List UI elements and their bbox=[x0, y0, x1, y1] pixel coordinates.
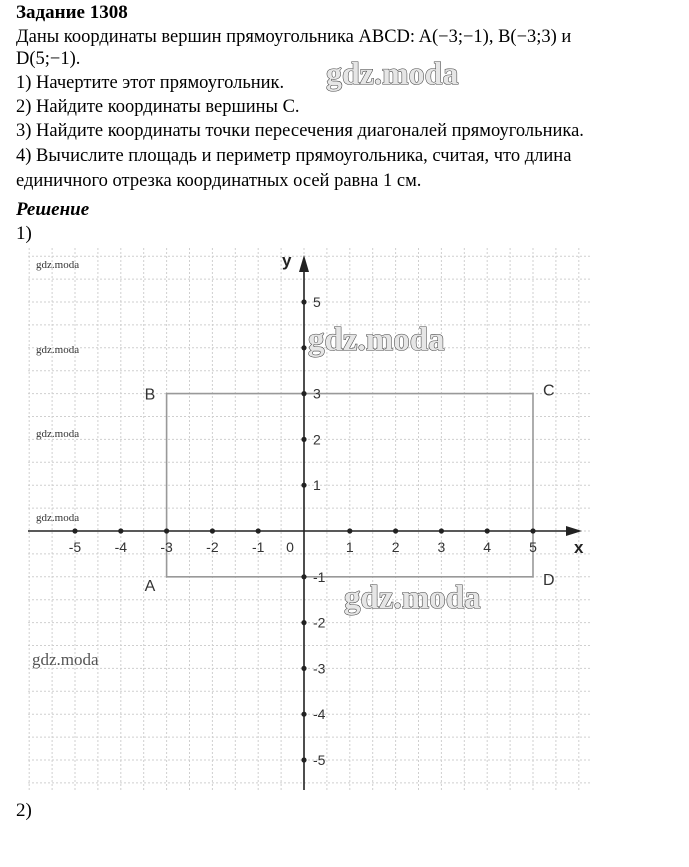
watermark-small: gdz.moda bbox=[36, 428, 80, 440]
x-tick-mark bbox=[485, 528, 490, 533]
vertex-label-a: A bbox=[144, 577, 156, 595]
watermark-small: gdz.moda bbox=[36, 512, 80, 524]
part-1-label: 1) bbox=[16, 223, 32, 244]
x-tick-label: 1 bbox=[345, 539, 354, 555]
vertex-label-c: C bbox=[543, 382, 555, 400]
y-axis-label: y bbox=[282, 251, 292, 270]
x-tick-mark bbox=[530, 528, 535, 533]
x-tick-label: 2 bbox=[391, 539, 400, 555]
task-line-5: 3) Найдите координаты точки пересечения диагоналей прямоугольника. bbox=[16, 121, 584, 141]
task-line-2: D(5;−1). bbox=[16, 49, 81, 69]
y-tick-mark bbox=[301, 483, 306, 488]
part-2-label: 2) bbox=[16, 800, 32, 821]
x-tick-mark bbox=[256, 528, 261, 533]
x-tick-label: 5 bbox=[529, 539, 537, 555]
y-tick-label: 5 bbox=[313, 294, 321, 310]
x-axis-arrow bbox=[566, 526, 582, 536]
y-axis-arrow bbox=[299, 255, 309, 272]
task-line-7: единичного отрезка координатных осей равна 1 см. bbox=[16, 171, 422, 191]
y-tick-label: 2 bbox=[313, 431, 321, 448]
y-tick-mark bbox=[301, 666, 306, 671]
y-tick-label: -2 bbox=[313, 614, 326, 631]
task-line-1: Даны координаты вершин прямоугольника ABCD: A(−3;−1), B(−3;3) и bbox=[16, 27, 572, 47]
x-tick-mark bbox=[72, 528, 77, 533]
y-tick-mark bbox=[301, 437, 306, 442]
y-tick-label: -5 bbox=[313, 752, 326, 768]
y-tick-label: -3 bbox=[313, 660, 326, 677]
x-tick-label: -2 bbox=[206, 539, 219, 555]
watermark: gdz.moda bbox=[344, 580, 481, 616]
vertex-label-b: B bbox=[144, 386, 156, 404]
watermark: gdz.moda bbox=[308, 322, 445, 358]
vertex-label-d: D bbox=[543, 571, 555, 589]
task-line-4: 2) Найдите координаты вершины С. bbox=[16, 97, 300, 117]
x-tick-label: -3 bbox=[160, 539, 173, 555]
x-tick-label: -4 bbox=[114, 539, 128, 555]
y-tick-label: -4 bbox=[313, 706, 326, 723]
x-tick-mark bbox=[164, 528, 169, 533]
x-tick-mark bbox=[393, 528, 398, 533]
task-line-3: 1) Начертите этот прямоугольник. bbox=[16, 73, 285, 93]
x-tick-mark bbox=[347, 528, 352, 533]
y-tick-mark bbox=[301, 757, 306, 762]
x-tick-mark bbox=[210, 528, 215, 533]
watermark-small: gdz.moda bbox=[32, 650, 99, 669]
y-tick-mark bbox=[301, 345, 306, 350]
origin-label: 0 bbox=[286, 539, 294, 555]
x-tick-mark bbox=[118, 528, 123, 533]
y-tick-mark bbox=[301, 299, 306, 304]
x-tick-label: -1 bbox=[251, 539, 265, 555]
y-tick-mark bbox=[301, 391, 306, 396]
y-tick-label: -1 bbox=[313, 568, 326, 585]
x-tick-label: 3 bbox=[437, 539, 446, 555]
watermark: gdz.moda bbox=[326, 55, 459, 91]
task-line-6: 4) Вычислите площадь и периметр прямоугольника, считая, что длина bbox=[16, 146, 572, 166]
watermark-small: gdz.moda bbox=[36, 259, 80, 271]
x-tick-mark bbox=[439, 528, 444, 533]
task-title: Задание 1308 bbox=[16, 2, 128, 23]
watermark-small: gdz.moda bbox=[36, 344, 80, 356]
y-tick-mark bbox=[301, 574, 306, 579]
solution-heading: Решение bbox=[16, 199, 90, 220]
x-tick-label: 4 bbox=[483, 539, 492, 555]
x-tick-label: -5 bbox=[68, 539, 82, 555]
y-tick-mark bbox=[301, 620, 306, 625]
y-tick-label: 3 bbox=[313, 385, 321, 402]
y-tick-label: 1 bbox=[313, 477, 321, 494]
x-axis-label: x bbox=[574, 538, 584, 557]
y-tick-mark bbox=[301, 712, 306, 717]
